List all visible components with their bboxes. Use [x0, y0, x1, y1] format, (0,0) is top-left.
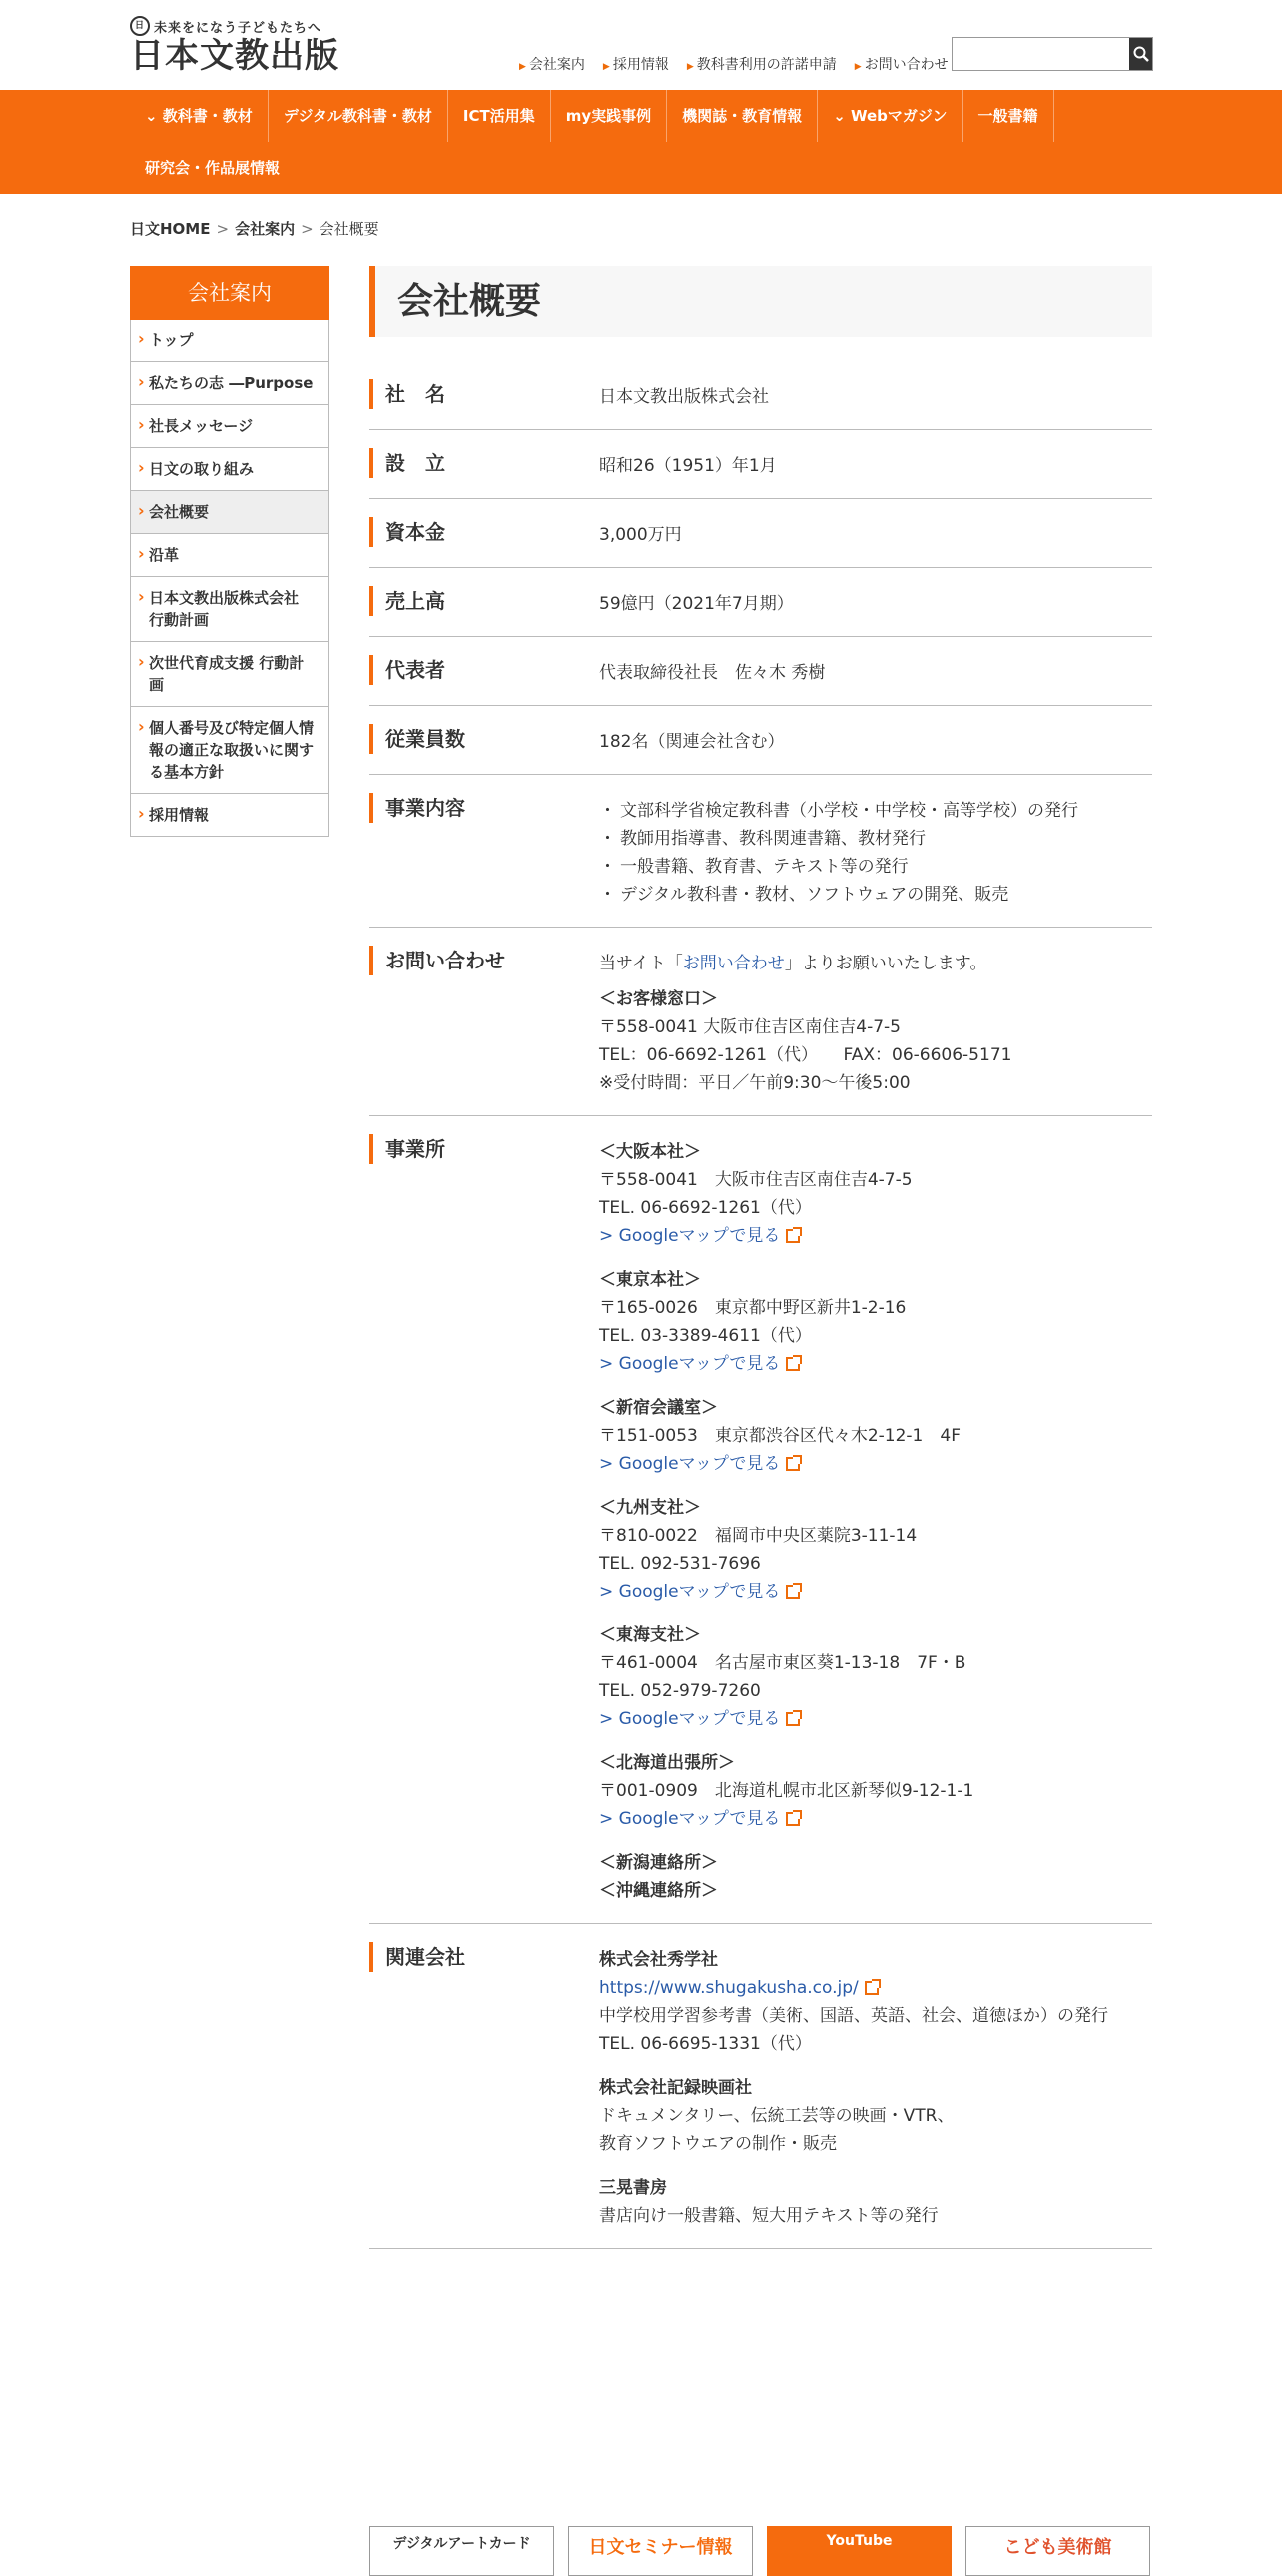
row-value: 3,000万円 [599, 525, 682, 545]
map-link-shinjuku[interactable]: > Googleマップで見る [599, 1454, 781, 1474]
row-label: 設 立 [369, 448, 599, 478]
business-list [599, 797, 1078, 909]
nav-journal[interactable]: 機関誌・教育情報 [667, 90, 818, 142]
row-label: 従業員数 [369, 724, 599, 754]
nav-ict[interactable]: ICT活用集 [448, 90, 551, 142]
nav-research[interactable]: 研究会・作品展情報 [145, 159, 281, 177]
table-row [369, 499, 1152, 568]
sidebar-item-purpose[interactable]: › 私たちの志 ―Purpose [130, 362, 329, 405]
breadcrumb-home[interactable]: 日文HOME [130, 220, 211, 238]
row-value: 昭和26（1951）年1月 [599, 456, 777, 476]
row-label: 売上高 [369, 586, 599, 616]
banner-art-card[interactable]: デジタルアートカード [369, 2526, 554, 2576]
map-link-tokyo[interactable]: > Googleマップで見る [599, 1354, 781, 1374]
list-item: ・ 文部科学省検定教科書（小学校・中学校・高等学校）の発行 [599, 797, 1078, 825]
logo-tagline: 未来をになう子どもたちへ [154, 20, 322, 36]
nav-books[interactable]: 一般書籍 [963, 90, 1054, 142]
search-icon [1133, 46, 1149, 62]
external-link-icon [786, 1457, 800, 1471]
footer-banners [369, 2526, 1150, 2576]
row-label: 資本金 [369, 517, 599, 547]
util-link-company[interactable]: ▶ 会社案内 [519, 57, 585, 73]
list-item: ・ 一般書籍、教育書、テキスト等の発行 [599, 853, 1078, 881]
nav-textbooks[interactable]: ⌄ 教科書・教材 [130, 90, 269, 142]
search-input[interactable] [953, 38, 1129, 70]
arrow-icon: ▶ [519, 62, 526, 72]
map-link-hokkaido[interactable]: > Googleマップで見る [599, 1809, 781, 1829]
logo-mark-icon: 日 [130, 16, 150, 36]
table-row [369, 775, 1152, 928]
table-row [369, 361, 1152, 430]
row-value: 代表取締役社長 佐々木 秀樹 [599, 663, 826, 683]
external-link-icon [786, 1812, 800, 1826]
shugakusha-link[interactable]: https://www.shugakusha.co.jp/ [599, 1978, 859, 1998]
list-item: ・ デジタル教科書・教材、ソフトウェアの開発、販売 [599, 881, 1078, 909]
nav-my-practice[interactable]: my実践事例 [551, 90, 667, 142]
list-item: ・ 教師用指導書、教科関連書籍、教材発行 [599, 825, 1078, 853]
sidebar-item-message[interactable]: › 社長メッセージ [130, 405, 329, 448]
sidebar [130, 266, 329, 837]
table-row [369, 430, 1152, 499]
nav-digital[interactable]: デジタル教科書・教材 [269, 90, 448, 142]
sidebar-item-privacy[interactable]: › 個人番号及び特定個人情報の適正な取扱いに関する基本方針 [130, 707, 329, 794]
utility-links [519, 54, 949, 74]
row-label: 社 名 [369, 379, 599, 409]
sidebar-item-action-plan[interactable]: › 日本文教出版株式会社 行動計画 [130, 577, 329, 642]
table-row [369, 637, 1152, 706]
sidebar-item-overview[interactable]: › 会社概要 [130, 491, 329, 534]
breadcrumb-current: 会社概要 [319, 220, 379, 238]
logo-name: 日本文教出版 [130, 36, 339, 76]
sidebar-item-top[interactable]: › トップ [130, 320, 329, 362]
row-label: お問い合わせ [369, 946, 599, 975]
table-row [369, 568, 1152, 637]
table-row: お問い合わせ 当サイト「お問い合わせ」よりお願いいたします。 ＜お客様窓口＞ 〒558-0041 大阪市住吉区南住吉4-7-5 TEL：06-6692-1261（代） FAX：06-6606-5171 ※受付時間：平日／午前9:30～午後5:00 [369, 928, 1152, 1116]
util-link-permission[interactable]: ▶ 教科書利用の許諾申請 [686, 57, 837, 73]
external-link-icon [786, 1585, 800, 1599]
page-title: 会社概要 [369, 266, 1152, 337]
breadcrumb: 日文HOME > 会社案内 > 会社概要 [130, 220, 379, 238]
search-box [952, 37, 1153, 71]
breadcrumb-parent[interactable]: 会社案内 [235, 220, 296, 238]
row-value: 日本文教出版株式会社 [599, 387, 769, 407]
company-table [369, 361, 1152, 2249]
table-row: 関連会社 株式会社秀学社 https://www.shugakusha.co.jp/ 中学校用学習参考書（美術、国語、英語、社会、道徳ほか）の発行 TEL. 06-6695-1331（代） 株式会社記録映画社 ドキュメンタリー、伝統工芸等の映画・VTR、 教育ソフトウエアの制作・販売 三晃書房 書店向け一般書籍、短大用テキスト等の発行 [369, 1924, 1152, 2249]
table-row: 事業所 ＜大阪本社＞ 〒558-0041 大阪市住吉区南住吉4-7-5 TEL. 06-6692-1261（代） > Googleマップで見る ＜東京本社＞ 〒165-0026 東京都中野区新井1-2-16 TEL. 03-3389-4611（代） > Googleマップで見る ＜新宿会議室＞ 〒151-0053 東京都渋谷区代々木2-12-1 4F > Googleマップで見る ＜九州支社＞ 〒810-0022 福岡市中央区薬院3-11-14 TEL. 092-531-7696 > Googleマップで見る ＜東海支社＞ 〒461-0004 名古屋市東区葵1-13-18 7F・B TEL. 052-979-7260 > Googleマップで見る ＜北海道出張所＞ 〒001-0909 北海道札幌市北区新琴似9-12-1-1 > Googleマップで見る ＜新潟連絡所＞ ＜沖縄連絡所＞ [369, 1116, 1152, 1924]
row-value: 59億円（2021年7月期） [599, 594, 794, 614]
sidebar-item-recruit[interactable]: › 採用情報 [130, 794, 329, 837]
sidebar-title[interactable]: 会社案内 [130, 266, 329, 320]
external-link-icon [786, 1712, 800, 1726]
chevron-down-icon: ⌄ [145, 107, 163, 125]
nav-web-magazine[interactable]: ⌄ Webマガジン [818, 90, 962, 142]
table-row [369, 706, 1152, 775]
arrow-icon: ▶ [854, 62, 862, 72]
external-link-icon [786, 1229, 800, 1243]
external-link-icon [786, 1357, 800, 1371]
main-content [369, 266, 1152, 2249]
banner-youtube[interactable]: YouTube [767, 2526, 952, 2576]
header [0, 0, 1282, 90]
map-link-kyushu[interactable]: > Googleマップで見る [599, 1582, 781, 1602]
row-value: 182名（関連会社含む） [599, 732, 785, 752]
contact-link[interactable]: お問い合わせ [682, 954, 785, 973]
search-button[interactable] [1129, 38, 1152, 70]
sidebar-item-next-gen[interactable]: › 次世代育成支援 行動計画 [130, 642, 329, 707]
row-label: 代表者 [369, 655, 599, 685]
sidebar-item-initiatives[interactable]: › 日文の取り組み [130, 448, 329, 491]
banner-seminar[interactable]: 日文セミナー情報 [568, 2526, 753, 2576]
map-link-tokai[interactable]: > Googleマップで見る [599, 1709, 781, 1729]
util-link-recruit[interactable]: ▶ 採用情報 [602, 57, 669, 73]
external-link-icon [865, 1981, 879, 1995]
arrow-icon: ▶ [602, 62, 610, 72]
map-link-osaka[interactable]: > Googleマップで見る [599, 1226, 781, 1246]
banner-museum[interactable]: こども美術館 [965, 2526, 1150, 2576]
chevron-down-icon: ⌄ [833, 107, 851, 125]
util-link-contact[interactable]: ▶ お問い合わせ [854, 57, 949, 73]
sidebar-item-history[interactable]: › 沿革 [130, 534, 329, 577]
row-label: 事業内容 [369, 793, 599, 823]
row-label: 事業所 [369, 1134, 599, 1164]
site-logo[interactable] [130, 16, 339, 76]
row-label: 関連会社 [369, 1942, 599, 1972]
arrow-icon: ▶ [686, 62, 694, 72]
global-nav [0, 90, 1282, 194]
